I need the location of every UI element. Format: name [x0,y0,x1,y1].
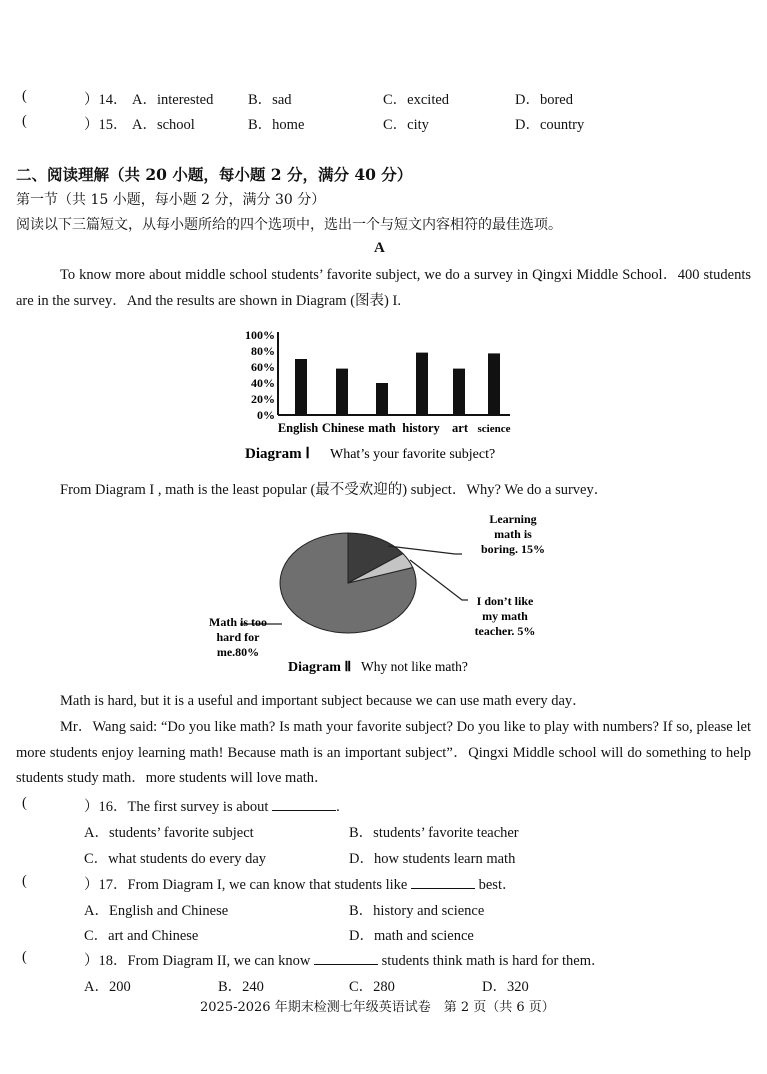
pie-chart [200,508,570,680]
leader-line-teacher [410,560,468,600]
q14-option-d[interactable]: D．bored [515,92,573,108]
q16-stem [84,795,340,816]
diagram2-caption-label: Diagram Ⅱ [288,660,352,675]
bar-chinese [336,369,348,415]
y-tick-label: 0% [257,408,275,422]
x-tick-label-history: history [402,421,440,435]
paragraph-2: From Diagram I , math is the least popular (最不受欢迎的) subject．Why? We do a survey． [60,482,609,498]
q16-stem-end: . [336,799,340,815]
bar-art [453,369,465,415]
x-tick-label-art: art [452,421,468,435]
q17-option-c[interactable]: C．art and Chinese [84,928,199,944]
paragraph-4: Mr．Wang said: “Do you like math? Is math your favorite subject? Do you like to play with numbers? If so, please let more students enjoy learning math! Because math is an important subject”．Qingxi Middle school will do something to help students study math．more students will love math． [16,719,751,786]
q18-paren: ( [22,949,27,965]
q18-stem-end: students think math is hard for them． [377,953,606,969]
bar-english [295,359,307,415]
q15-option-d[interactable]: D．country [515,117,585,133]
q18-option-a[interactable]: A．200 [84,979,131,995]
q17-stem-text: ）17．From Diagram I, we can know that students like [84,877,408,893]
pie-label-hard: Math is too hard for me.80% [209,615,267,659]
q14-option-b[interactable]: B．sad [248,92,292,108]
q18-option-b[interactable]: B．240 [218,979,264,995]
passage-letter: A [374,240,385,256]
q16-blank [272,798,336,811]
q17-option-d[interactable]: D．math and science [349,928,474,944]
q15-option-a[interactable]: A．school [132,117,195,133]
instruction: 阅读以下三篇短文，从每小题所给的四个选项中，选出一个与短文内容相符的最佳选项。 [16,217,562,233]
q18-stem-text: ）18．From Diagram II, we can know [84,953,311,969]
q14-option-c[interactable]: C．excited [383,92,450,108]
q17-paren: ( [22,873,27,889]
q15-option-b[interactable]: B．home [248,117,305,133]
q16-stem-text: ）16．The first survey is about [84,799,269,815]
x-tick-label-science: science [477,423,511,435]
q14-number: ）14． [84,92,128,108]
q18-blank [314,952,378,965]
diagram1-caption-text: What’s your favorite subject? [330,447,496,462]
x-tick-label-english: English [277,421,319,435]
q17-blank [411,876,475,889]
pie-label-boring: Learning math is boring. 15% [480,512,546,556]
q16-paren: ( [22,795,27,811]
paragraph-1: To know more about middle school students’ favorite subject, we do a survey in Qingxi Middle School．400 students are in the survey．And the results are shown in Diagram (图表) I. [16,267,751,309]
q15-option-c[interactable]: C．city [383,117,429,133]
y-tick-label: 20% [251,392,275,406]
q18-option-c[interactable]: C．280 [349,979,395,995]
page-footer: 2025-2026 年期末检测七年级英语试卷 第 2 页（共 6 页） [200,1000,555,1015]
x-tick-label-chinese: Chinese [321,421,365,435]
q18-option-d[interactable]: D．320 [482,979,529,995]
bar-chart [235,322,525,464]
q17-option-b[interactable]: B．history and science [349,903,485,919]
y-tick-label: 60% [251,360,275,374]
bar-history [416,353,428,415]
diagram2-caption-text: Why not like math? [361,659,468,674]
part-title: 第一节（共 15 小题，每小题 2 分，满分 30 分） [16,192,326,208]
q16-option-d[interactable]: D．how students learn math [349,851,516,867]
q17-stem-end: best． [475,877,517,893]
x-tick-label-math: math [368,421,396,435]
q16-option-c[interactable]: C．what students do every day [84,851,267,867]
pie-label-teacher: I don’t like my math teacher. 5% [474,594,536,638]
q18-stem [84,949,605,970]
paragraph-3: Math is hard, but it is a useful and important subject because we can use math every day． [60,693,587,709]
q15-number: ）15． [84,117,128,133]
diagram1-caption-label: Diagram Ⅰ [245,446,310,462]
q17-option-a[interactable]: A．English and Chinese [84,903,229,919]
q17-stem [84,873,516,894]
q14-paren: ( [22,88,27,104]
y-tick-label: 80% [251,344,275,358]
q16-option-b[interactable]: B．students’ favorite teacher [349,825,519,841]
y-tick-label: 40% [251,376,275,390]
q14-option-a[interactable]: A．interested [132,92,214,108]
q15-paren: ( [22,113,27,129]
q16-option-a[interactable]: A．students’ favorite subject [84,825,254,841]
bar-math [376,383,388,415]
y-tick-label: 100% [245,328,275,342]
bar-science [488,353,500,415]
section-title: 二、阅读理解（共 20 小题，每小题 2 分，满分 40 分） [16,165,413,184]
